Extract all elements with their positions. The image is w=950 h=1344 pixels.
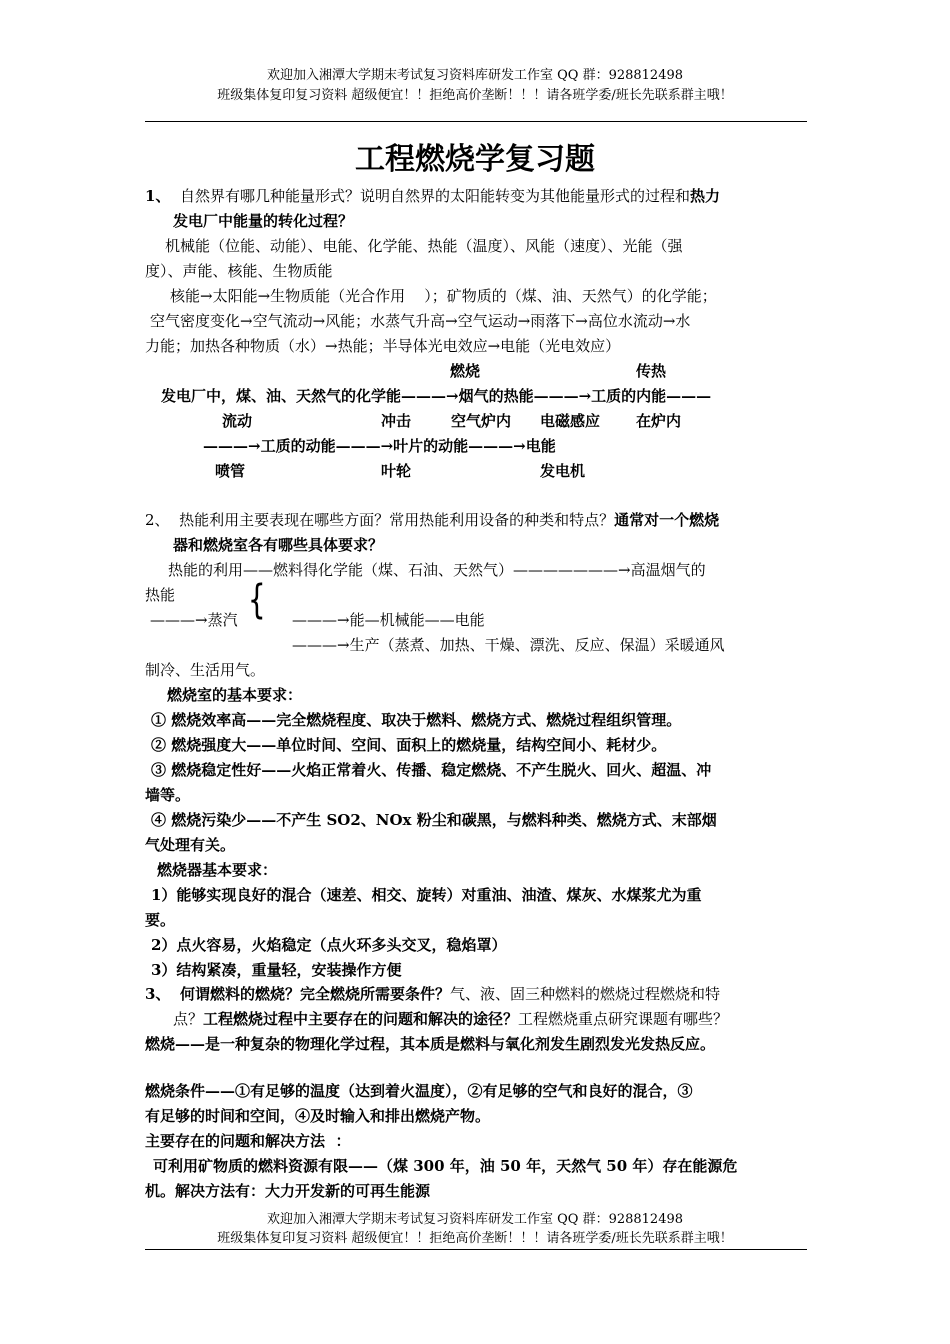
q1-answer-line-2: 度）、声能、核能、生物质能	[145, 262, 333, 280]
diagram-label-heat-transfer: 传热	[636, 362, 667, 380]
diagram-label-impact: 冲击	[381, 412, 412, 430]
combustion-definition: 燃烧——是一种复杂的物理化学过程，其本质是燃料与氧化剂发生剧烈发光发热反应。	[145, 1035, 716, 1053]
q2-utilization-mechanical: ———→能—机械能——电能	[292, 611, 485, 629]
diagram-label-in-furnace: 在炉内	[636, 412, 682, 430]
q1-answer-line-3: 核能→太阳能→生物质能（光合作用 ）；矿物质的（煤、油、天然气）的化学能；	[170, 287, 717, 305]
q1-answer-line-5: 力能；加热各种物质（水）→热能；半导体光电效应→电能（光电效应）	[145, 337, 621, 355]
burner-req-1a: 1）能够实现良好的混合（速差、相交、旋转）对重油、油渣、煤灰、水煤浆尤为重	[151, 886, 702, 904]
diagram-label-generator: 发电机	[540, 462, 586, 480]
header-line-1: 欢迎加入湘潭大学期末考试复习资料库研发工作室 QQ 群：928812498	[266, 68, 684, 83]
q3-number: 3、	[145, 985, 171, 1003]
diagram-label-combustion: 燃烧	[450, 362, 481, 380]
chamber-requirements-heading: 燃烧室的基本要求：	[167, 686, 303, 704]
diagram-label-nozzle: 喷管	[215, 462, 246, 480]
q3-line-1	[145, 982, 720, 1007]
chamber-req-1: ① 燃烧效率高——完全燃烧程度、取决于燃料、燃烧方式、燃烧过程组织管理。	[151, 711, 682, 729]
combustion-conditions-1: 燃烧条件——①有足够的温度（达到着火温度），②有足够的空气和良好的混合，③	[145, 1082, 693, 1100]
q2-utilization-production: ———→生产（蒸煮、加热、干燥、漂洗、反应、保温）采暖通风	[292, 636, 725, 654]
chamber-req-3a: ③ 燃烧稳定性好——火焰正常着火、传播、稳定燃烧、不产生脱火、回火、超温、冲	[151, 761, 712, 779]
q2-number: 2、	[145, 511, 170, 529]
header-line-2: 班级集体复印复习资料 超级便宜！！拒绝高价垄断！！！请各班学委/班长先联系群主哦！	[217, 88, 733, 103]
q1-question-part-b: 热力	[690, 187, 721, 205]
q2-utilization-steam: ———→蒸汽	[150, 611, 238, 629]
diagram-label-air-furnace: 空气炉内	[451, 412, 512, 430]
chamber-req-4a: ④ 燃烧污染少——不产生 SO2、NOx 粉尘和碳黑，与燃料种类、燃烧方式、末部烟	[151, 811, 717, 829]
burner-req-3: 3）结构紧凑，重量轻，安装操作方便	[151, 961, 402, 979]
combustion-conditions-2: 有足够的时间和空间，④及时输入和排出燃烧产物。	[145, 1107, 491, 1125]
footer-line-2: 班级集体复印复习资料 超级便宜！！拒绝高价垄断！！！请各班学委/班长先联系群主哦！	[217, 1231, 733, 1246]
problem-line-1: 可利用矿物质的燃料资源有限——（煤 300 年，油 50 年，天然气 50 年）存在能源危	[153, 1157, 738, 1175]
q3-question-part-b: 气、液、固三种燃料的燃烧过程燃烧和特	[450, 985, 721, 1003]
burner-req-2: 2）点火容易，火焰稳定（点火环多头交叉，稳焰罩）	[151, 936, 507, 954]
diagram-label-impeller: 叶轮	[381, 462, 412, 480]
diagram-second-chain: ———→工质的动能———→叶片的动能———→电能	[203, 437, 556, 455]
q2-question-part-c: 器和燃烧室各有哪些具体要求？	[173, 536, 384, 554]
diagram-label-flow: 流动	[222, 412, 253, 430]
header-rule	[145, 121, 807, 122]
q2-line-1	[145, 508, 719, 533]
q1-number: 1、	[145, 187, 171, 205]
brace-icon: {	[247, 577, 266, 623]
problems-heading: 主要存在的问题和解决方法 ：	[145, 1132, 351, 1150]
q3-question-part-d: 工程燃烧过程中主要存在的问题和解决的途径？	[203, 1010, 519, 1028]
page-title: 工程燃烧学复习题	[355, 142, 595, 177]
q3-line-2	[173, 1007, 728, 1032]
q1-question-part-c: 发电厂中能量的转化过程？	[173, 212, 354, 230]
chamber-req-4b: 气处理有关。	[145, 836, 236, 854]
q3-question-part-a: 何谓燃料的燃烧？完全燃烧所需要条件？	[179, 985, 450, 1003]
chamber-req-2: ② 燃烧强度大——单位时间、空间、面积上的燃烧量，结构空间小、耗材少。	[151, 736, 667, 754]
q2-question-part-b: 通常对一个燃烧	[614, 511, 720, 529]
diagram-main-chain: 发电厂中，煤、油、天然气的化学能———→烟气的热能———→工质的内能———	[161, 387, 712, 405]
q2-utilization-line-1: 热能的利用——燃料得化学能（煤、石油、天然气）———————→高温烟气的	[168, 561, 706, 579]
q1-question-part-a: 自然界有哪几种能量形式？说明自然界的太阳能转变为其他能量形式的过程和	[179, 187, 690, 205]
burner-requirements-heading: 燃烧器基本要求：	[157, 861, 278, 879]
footer-rule	[145, 1249, 807, 1250]
q3-question-part-e: 工程燃烧重点研究课题有哪些？	[518, 1010, 729, 1028]
q3-question-part-c: 点？	[173, 1010, 204, 1028]
q2-utilization-line-5: 制冷、生活用气。	[145, 661, 266, 679]
q2-question-part-a: 热能利用主要表现在哪些方面？常用热能利用设备的种类和特点？	[179, 511, 615, 529]
problem-line-2: 机。解决方法有：大力开发新的可再生能源	[145, 1182, 431, 1200]
q1-line-1	[145, 184, 720, 209]
q1-answer-line-1: 机械能（位能、动能）、电能、化学能、热能（温度）、风能（速度）、光能（强	[165, 237, 683, 255]
burner-req-1b: 要。	[145, 911, 176, 929]
diagram-label-induction: 电磁感应	[540, 412, 601, 430]
footer-line-1: 欢迎加入湘潭大学期末考试复习资料库研发工作室 QQ 群：928812498	[266, 1212, 684, 1227]
q2-utilization-line-2: 热能	[145, 586, 176, 604]
chamber-req-3b: 墙等。	[145, 786, 191, 804]
q1-answer-line-4: 空气密度变化→空气流动→风能；水蒸气升高→空气运动→雨落下→高位水流动→水	[150, 312, 691, 330]
